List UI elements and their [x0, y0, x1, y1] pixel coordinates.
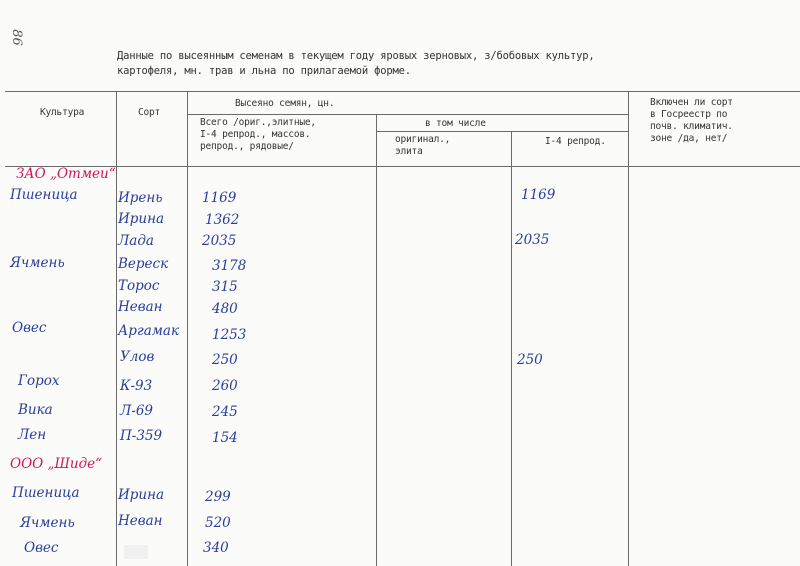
- cell-variety: Вереск: [118, 256, 169, 272]
- cell-repro: 250: [517, 352, 543, 368]
- cell-variety: Неван: [118, 299, 163, 315]
- cell-culture: Пшеница: [10, 187, 78, 203]
- header-reproduction: I-4 репрод.: [545, 136, 606, 147]
- header-registry-line-4: зоне /да, нет/: [650, 133, 728, 144]
- cell-culture: Вика: [18, 402, 53, 418]
- cell-total: 245: [212, 404, 238, 420]
- cell-variety: Лада: [118, 233, 154, 249]
- cell-total: 250: [212, 352, 238, 368]
- cell-culture: Лен: [18, 427, 47, 443]
- header-original-line-2: элита: [395, 146, 423, 157]
- header-total-line-1: Всего /ориг.,элитные,: [200, 117, 316, 128]
- header-registry-line-2: в Госреестр по: [650, 109, 728, 120]
- cell-culture: Пшеница: [12, 485, 80, 501]
- cell-culture: Ячмень: [10, 255, 65, 271]
- cell-total: 1253: [212, 327, 247, 343]
- header-total-line-3: репрод., рядовые/: [200, 141, 294, 152]
- cell-total: 1362: [205, 212, 240, 228]
- smudge-mark: [124, 545, 148, 559]
- cell-variety: Улов: [120, 349, 155, 365]
- cell-total: 520: [205, 515, 231, 531]
- col-divider-4: [511, 131, 512, 566]
- page-number: 86: [8, 29, 24, 46]
- cell-culture: Овес: [24, 540, 59, 556]
- title-line-2: картофеля, мн. трав и льна по прилагаемой форме.: [117, 65, 411, 77]
- cell-total: 2035: [202, 233, 237, 249]
- cell-total: 340: [203, 540, 229, 556]
- including-rule: [376, 131, 628, 132]
- header-total: [200, 117, 316, 153]
- cell-variety: К-93: [120, 378, 153, 394]
- header-bottom-rule: [5, 166, 800, 167]
- header-culture: Культура: [40, 107, 85, 118]
- cell-total: 154: [212, 430, 238, 446]
- col-divider-3: [376, 114, 377, 566]
- subheader-rule: [187, 114, 628, 115]
- cell-total: 260: [212, 378, 238, 394]
- header-including: в том числе: [425, 118, 486, 129]
- cell-culture: Ячмень: [20, 515, 75, 531]
- cell-total: 480: [212, 301, 238, 317]
- cell-variety: Ирина: [118, 487, 165, 503]
- cell-variety: П-359: [120, 428, 163, 444]
- header-original-line-1: оригинал.,: [395, 134, 451, 145]
- col-divider-1: [116, 91, 117, 566]
- header-variety: Сорт: [138, 107, 161, 118]
- header-registry-line-1: Включен ли сорт: [650, 97, 733, 108]
- cell-variety: Ирина: [118, 211, 165, 227]
- cell-total: 1169: [202, 190, 237, 206]
- header-total-line-2: I-4 репрод., массов.: [200, 129, 311, 140]
- cell-repro: 1169: [521, 187, 556, 203]
- cell-variety: Торос: [118, 278, 160, 294]
- cell-variety: Аргамак: [118, 323, 180, 339]
- cell-total: 299: [205, 489, 231, 505]
- cell-culture: Овес: [12, 320, 47, 336]
- cell-total: 3178: [212, 258, 247, 274]
- farm-name: ООО „Шиде“: [10, 456, 103, 472]
- cell-variety: Л-69: [120, 403, 154, 419]
- cell-culture: Горох: [18, 373, 60, 389]
- farm-name: ЗАО „Отмеи“: [16, 166, 116, 182]
- header-registry-line-3: почв. климатич.: [650, 121, 733, 132]
- cell-variety: Неван: [118, 513, 163, 529]
- cell-repro: 2035: [515, 232, 550, 248]
- header-registry: [650, 97, 733, 145]
- header-sown: Высеяно семян, цн.: [235, 98, 335, 109]
- header-original: [395, 134, 450, 158]
- title-line-1: Данные по высеянным семенам в текущем году яровых зерновых, з/бобовых культур,: [117, 50, 595, 62]
- col-divider-2: [187, 91, 188, 566]
- col-divider-5: [628, 91, 629, 566]
- cell-total: 315: [212, 279, 238, 295]
- cell-variety: Ирень: [118, 190, 163, 206]
- document-title: [117, 49, 737, 79]
- table-top-rule: [5, 91, 800, 92]
